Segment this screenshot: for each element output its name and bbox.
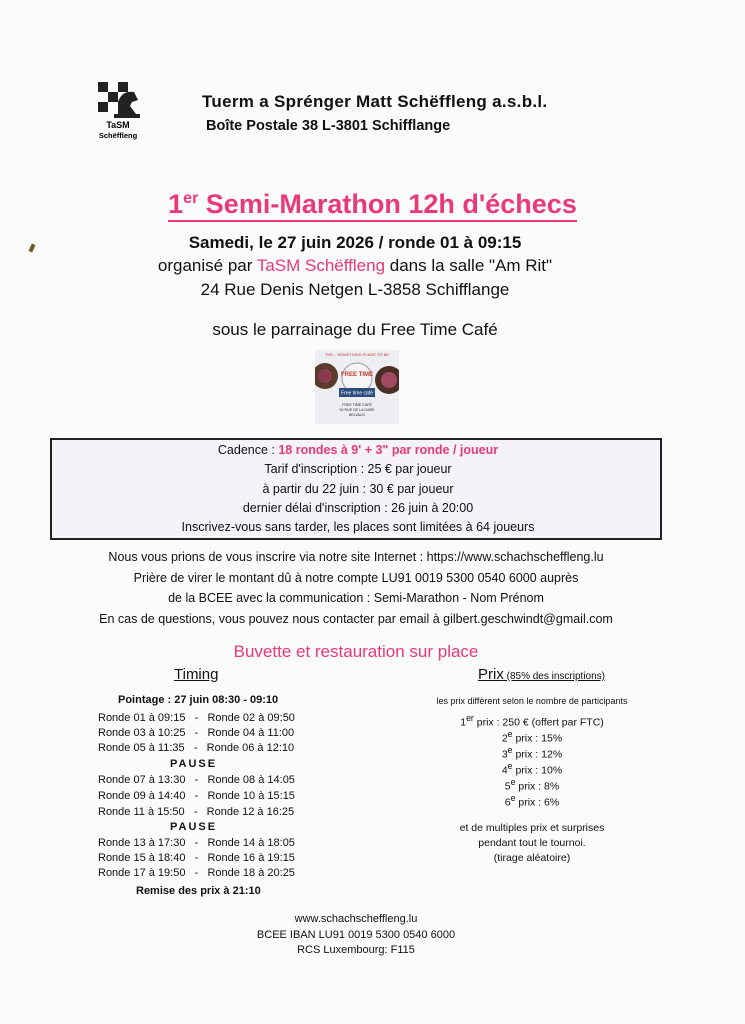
info-website: Nous vous prions de vous inscrire via notre site Internet : https://www.schachscheffleng.lu <box>108 550 604 564</box>
prize-item: 4e prix : 10% <box>501 761 563 777</box>
cadence-value: 18 rondes à 9' + 3" par ronde / joueur <box>278 443 499 457</box>
round-row: Ronde 07 à 13:30 - Ronde 08 à 14:05 <box>98 774 295 786</box>
organisation-name: Tuerm a Sprénger Matt Schëffleng a.s.b.l. <box>202 92 548 111</box>
event-title: 1er Semi-Marathon 12h d'échecs <box>168 184 577 222</box>
svg-text:Free time café: Free time café <box>341 390 373 397</box>
organiser-name: TaSM Schëffleng <box>256 256 386 275</box>
info-payment: Prière de virer le montant dû à notre compte LU91 0019 5300 0540 6000 auprès <box>133 571 579 585</box>
cadence-line: Cadence : 18 rondes à 9' + 3" par ronde / joueur <box>217 443 499 457</box>
round-row: Ronde 17 à 19:50 - Ronde 18 à 20:25 <box>98 867 295 879</box>
timing-schedule <box>98 694 308 904</box>
free-time-cafe-logo <box>315 350 399 424</box>
round-row: Ronde 11 à 15:50 - Ronde 12 à 16:25 <box>98 806 295 818</box>
prix-extra: (tirage aléatoire) <box>493 852 571 864</box>
prix-extra: pendant tout le tournoi. <box>478 837 586 849</box>
tarif-line: Tarif d'inscription : 25 € par joueur <box>264 462 452 476</box>
places-line: Inscrivez-vous sans tarder, les places sont limitées à 64 joueurs <box>181 520 535 534</box>
round-row: Ronde 01 à 09:15 - Ronde 02 à 09:50 <box>98 712 295 724</box>
svg-text:BELVAUX: BELVAUX <box>348 413 366 417</box>
info-communication: de la BCEE avec la communication : Semi-Marathon - Nom Prénom <box>168 591 544 605</box>
svg-text:FREE TIME: FREE TIME <box>340 372 374 378</box>
event-title-wrap <box>0 184 745 222</box>
buvette-heading: Buvette et restauration sur place <box>233 642 479 661</box>
logo-text: TaSM <box>106 120 130 130</box>
event-organiser-line: organisé par TaSM Schëffleng dans la salle "Am Rit" <box>157 256 553 275</box>
svg-text:FREE TIME CAFÉ: FREE TIME CAFÉ <box>342 403 372 407</box>
svg-text:50 RUE DE LA GARE: 50 RUE DE LA GARE <box>339 408 375 412</box>
event-date: Samedi, le 27 juin 2026 / ronde 01 à 09:15 <box>188 233 522 252</box>
club-logo <box>94 80 142 142</box>
organisation-address: Boîte Postale 38 L-3801 Schifflange <box>206 118 451 134</box>
pointage-line: Pointage : 27 juin 08:30 - 09:10 <box>118 694 279 706</box>
svg-text:THE... SOMETHING PLACE TO BE: THE... SOMETHING PLACE TO BE <box>325 352 389 357</box>
sponsor-line: sous le parrainage du Free Time Café <box>212 320 498 339</box>
round-row: Ronde 03 à 10:25 - Ronde 04 à 11:00 <box>98 727 295 739</box>
footer-rcs: RCS Luxembourg: F115 <box>297 944 415 956</box>
event-address: 24 Rue Denis Netgen L-3858 Schifflange <box>200 280 510 299</box>
prize-item: 6e prix : 6% <box>504 793 560 809</box>
prix-subtitle: les prix diffèrent selon le nombre de participants <box>436 696 628 706</box>
prize-item: 5e prix : 8% <box>504 777 560 793</box>
round-row: Ronde 09 à 14:40 - Ronde 10 à 15:15 <box>98 790 295 802</box>
prix-extra: et de multiples prix et surprises <box>459 822 605 834</box>
round-row: Ronde 05 à 11:35 - Ronde 06 à 12:10 <box>98 742 295 754</box>
logo-subtext: Schëffleng <box>98 131 138 140</box>
round-row: Ronde 15 à 18:40 - Ronde 16 à 19:15 <box>98 852 295 864</box>
footer-website: www.schachscheffleng.lu <box>294 913 418 925</box>
prix-list <box>432 696 632 866</box>
pause-label: PAUSE <box>170 821 218 833</box>
prix-heading: Prix (85% des inscriptions) <box>478 666 605 683</box>
pause-label: PAUSE <box>170 758 218 770</box>
prize-item: 2e prix : 15% <box>501 729 563 745</box>
footer-iban: BCEE IBAN LU91 0019 5300 0540 6000 <box>256 929 456 941</box>
registration-info-box <box>50 438 662 540</box>
tarif-late-line: à partir du 22 juin : 30 € par joueur <box>262 482 454 496</box>
timing-heading: Timing <box>174 666 219 683</box>
info-contact: En cas de questions, vous pouvez nous contacter par email à gilbert.geschwindt@gmail.com <box>99 612 613 626</box>
prize-item: 1er prix : 250 € (offert par FTC) <box>460 713 604 729</box>
deadline-line: dernier délai d'inscription : 26 juin à 20:00 <box>242 501 474 515</box>
round-row: Ronde 13 à 17:30 - Ronde 14 à 18:05 <box>98 837 295 849</box>
remise-line: Remise des prix à 21:10 <box>136 885 261 897</box>
prize-item: 3e prix : 12% <box>501 745 563 761</box>
